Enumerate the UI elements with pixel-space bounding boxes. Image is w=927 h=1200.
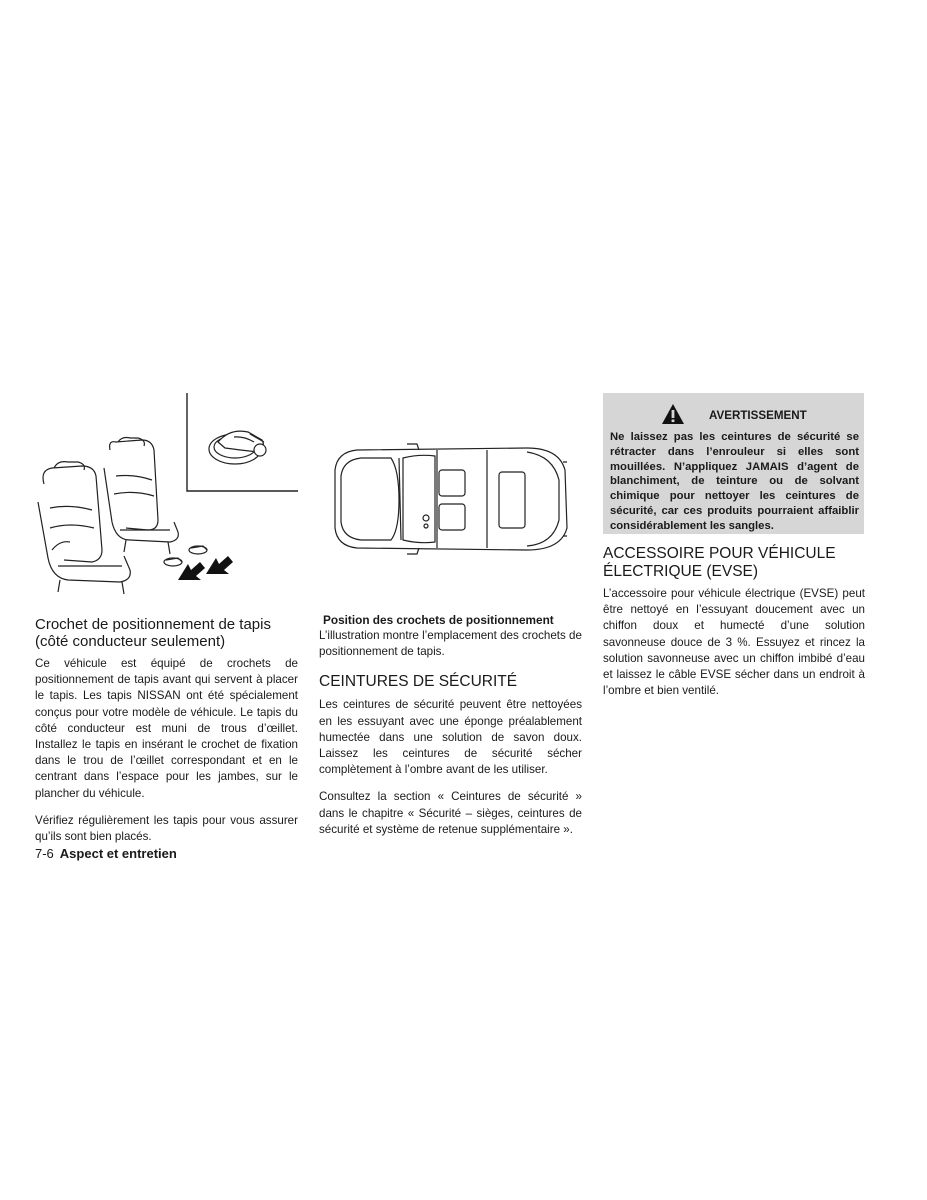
warning-triangle-icon	[661, 403, 685, 425]
middle-column	[319, 612, 582, 838]
right-column	[603, 545, 865, 699]
evse-heading: ACCESSOIRE POUR VÉHICULE ÉLECTRIQUE (EVSE)	[603, 545, 836, 580]
warning-text: Ne laissez pas les ceintures de sécurité se rétracter dans l’enrouleur si elles sont mouillées. N’appliquez JAMAIS d’agent de blanchiment, de teinture ou de solvant chimique pour nettoyer les ceintures de sécurité, car ces produits pourraient affaiblir considérablement les sangles.	[610, 431, 859, 532]
warning-box	[603, 393, 864, 534]
vehicle-top-view-illustration	[327, 440, 577, 558]
warning-header	[603, 403, 864, 427]
floor-mat-paragraph-1: Ce véhicule est équipé de crochets de positionnement de tapis avant qui servent à placer le tapis. Les tapis NISSAN ont été spécialement conçus pour votre modèle de véhicule. Le tapis du côté conducteur est muni de trous d’œillet. Installez le tapis en insérant le crochet de fixation dans le trou de l’œillet correspondant et en le centrant dans l’espace pour les jambes, sur le plancher du véhicule.	[35, 657, 298, 800]
warning-title: AVERTISSEMENT	[709, 409, 807, 422]
evse-paragraph-1: L’accessoire pour véhicule électrique (EVSE) peut être nettoyé en l’essuyant doucement avec un chiffon doux et humecté d’une solution savonneuse douce de 3 %. Essuyez et rincez la solution savonneuse avec un chiffon imbibé d’eau et laissez le câble EVSE sécher dans un endroit à l’ombre et bien ventilé.	[603, 587, 865, 698]
page-footer	[35, 846, 177, 861]
seat-belts-paragraph-2: Consultez la section « Ceintures de sécurité » dans le chapitre « Sécurité – sièges, ceintures de sécurité et système de retenue supplémentaire ».	[319, 790, 582, 836]
seats-hook-illustration	[30, 390, 300, 605]
floor-mat-hook-heading: Crochet de positionnement de tapis (côté conducteur seulement)	[35, 616, 271, 650]
seat-belts-paragraph-1: Les ceintures de sécurité peuvent être nettoyées en les essuyant avec une éponge préalablement humectée dans une solution de savon doux. Laissez les ceintures de sécurité sécher complètement à l’ombre avant de les utiliser.	[319, 698, 582, 777]
seat-belts-heading: CEINTURES DE SÉCURITÉ	[319, 673, 518, 691]
left-column	[35, 616, 298, 845]
page-number: 7-6	[35, 846, 54, 861]
floor-mat-paragraph-2: Vérifiez régulièrement les tapis pour vous assurer qu’ils sont bien placés.	[35, 813, 298, 844]
section-title: Aspect et entretien	[59, 846, 177, 861]
figure-description: L’illustration montre l’emplacement des crochets de positionnement de tapis.	[319, 629, 582, 659]
figure-caption: Position des crochets de positionnement	[323, 613, 554, 627]
